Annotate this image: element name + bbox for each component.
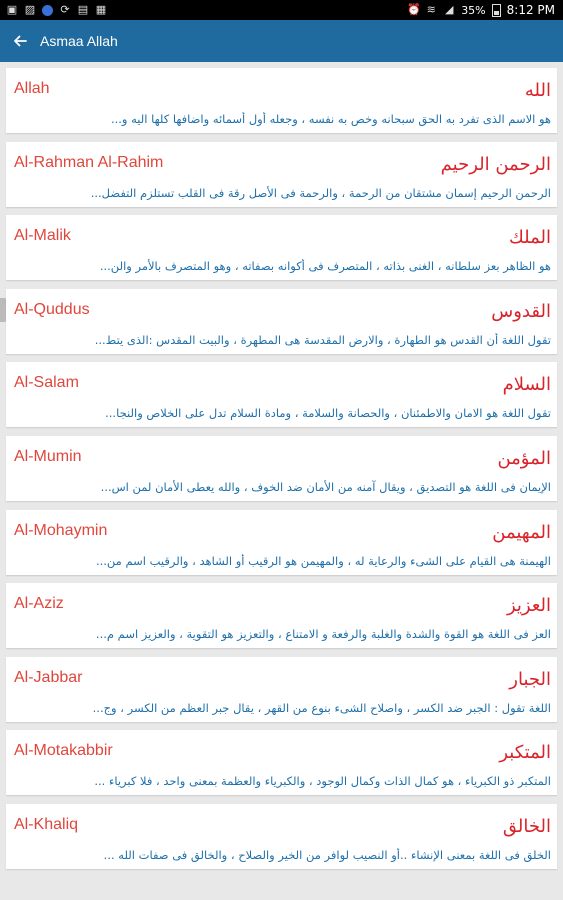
status-icons-right xyxy=(407,3,563,17)
document-notification-icon: ▦ xyxy=(95,3,107,16)
names-list xyxy=(6,68,557,878)
wifi-icon: ≋ xyxy=(426,3,436,16)
item-description: هو الظاهر بعز سلطانه ، الغنى بذاته ، المتصرف فى أكوانه بصفاته ، وهو المتصرف بالأمر والن... xyxy=(99,259,551,274)
item-description: تقول اللغة أن القدس هو الطهارة ، والارض المقدسة هى المطهرة ، والبيت المقدس :الذى يتط... xyxy=(94,332,551,347)
item-description: الرحمن الرحيم إسمان مشتقان من الرحمة ، والرحمة فى الأصل رقة فى القلب تستلزم التفضل... xyxy=(90,185,551,200)
item-arabic-name: القدوس xyxy=(491,300,551,322)
item-transliteration: Al-Rahman Al-Rahim xyxy=(14,153,164,171)
item-arabic-name: الملك xyxy=(508,227,551,249)
item-description: الخلق فى اللغة بمعنى الإنشاء ..أو النصيب لوافر من الخير والصلاح ، والخالق فى صفات الله ... xyxy=(103,847,551,862)
item-arabic-name: السلام xyxy=(502,374,551,396)
item-transliteration: Al-Quddus xyxy=(14,300,90,318)
item-description: اللغة تقول : الجبر ضد الكسر ، واصلاح الشىء بنوع من القهر ، يقال جبر العظم من الكسر ، وج... xyxy=(92,700,551,715)
app-bar xyxy=(0,20,563,62)
list-item[interactable] xyxy=(6,362,557,427)
item-arabic-name: الجبار xyxy=(509,668,551,690)
list-item[interactable] xyxy=(6,657,557,722)
list-item[interactable] xyxy=(6,730,557,795)
list-item[interactable] xyxy=(6,215,557,280)
item-description: الإيمان فى اللغة هو التصديق ، ويقال آمنه من الأمان ضد الخوف ، والله يعطى الأمان لمن اس... xyxy=(100,479,551,494)
list-item[interactable] xyxy=(6,804,557,869)
list-item[interactable] xyxy=(6,289,557,354)
item-arabic-name: المهيمن xyxy=(492,521,551,543)
item-transliteration: Allah xyxy=(14,80,50,97)
photo-notification-icon: ▨ xyxy=(24,3,36,16)
battery-percent: 35% xyxy=(461,3,486,17)
status-bar xyxy=(0,0,563,20)
status-icons-left xyxy=(0,4,107,16)
battery-icon xyxy=(492,4,501,17)
item-arabic-name: العزيز xyxy=(506,595,551,617)
page-title: Asmaa Allah xyxy=(40,33,118,49)
item-transliteration: Al-Motakabbir xyxy=(14,742,113,760)
item-transliteration: Al-Salam xyxy=(14,374,79,392)
item-description: العز فى اللغة هو القوة والشدة والغلبة والرفعة و الامتناع ، والتعزيز هو التقوية ، والعزيز اسم م... xyxy=(95,627,551,642)
item-transliteration: Al-Jabbar xyxy=(14,668,83,686)
list-item[interactable] xyxy=(6,510,557,575)
image-notification-icon: ▣ xyxy=(6,3,18,16)
item-arabic-name: الله xyxy=(524,80,551,101)
app-notification-icon: ▤ xyxy=(77,3,89,16)
item-arabic-name: الخالق xyxy=(502,815,551,837)
browser-notification-icon xyxy=(42,5,53,16)
alarm-icon: ⏰ xyxy=(407,3,421,16)
item-description: الهيمنة هى القيام على الشىء والرعاية له ، والمهيمن هو الرقيب أو الشاهد ، والرقيب اسم من... xyxy=(95,553,551,568)
item-arabic-name: المتكبر xyxy=(499,742,551,764)
item-description: تقول اللغة هو الامان والاطمئنان ، والحصانة والسلامة ، ومادة السلام تدل على الخلاص والنجا... xyxy=(105,406,551,421)
item-transliteration: Al-Aziz xyxy=(14,595,64,613)
item-transliteration: Al-Malik xyxy=(14,227,71,245)
signal-icon: ◢ xyxy=(444,3,454,16)
back-button[interactable] xyxy=(0,20,40,62)
item-transliteration: Al-Khaliq xyxy=(14,815,79,833)
item-transliteration: Al-Mumin xyxy=(14,447,82,465)
item-description: هو الاسم الذى تفرد به الحق سبحانه وخص به نفسه ، وجعله أول أسمائه واضافها كلها اليه و... xyxy=(110,112,551,126)
item-description: المتكبر ذو الكبرياء ، هو كمال الذات وكمال الوجود ، والكبرياء والعظمة بمعنى واحد ، فلا كبرياء ... xyxy=(94,774,551,789)
item-arabic-name: المؤمن xyxy=(497,447,551,469)
item-arabic-name: الرحمن الرحيم xyxy=(440,153,551,175)
arrow-left-icon xyxy=(13,34,27,48)
list-item[interactable] xyxy=(6,583,557,648)
clock: 8:12 PM xyxy=(506,3,555,17)
list-item[interactable] xyxy=(6,68,557,133)
sync-icon: ⟳ xyxy=(60,3,70,16)
list-item[interactable] xyxy=(6,142,557,207)
item-transliteration: Al-Mohaymin xyxy=(14,521,108,539)
list-item[interactable] xyxy=(6,436,557,501)
